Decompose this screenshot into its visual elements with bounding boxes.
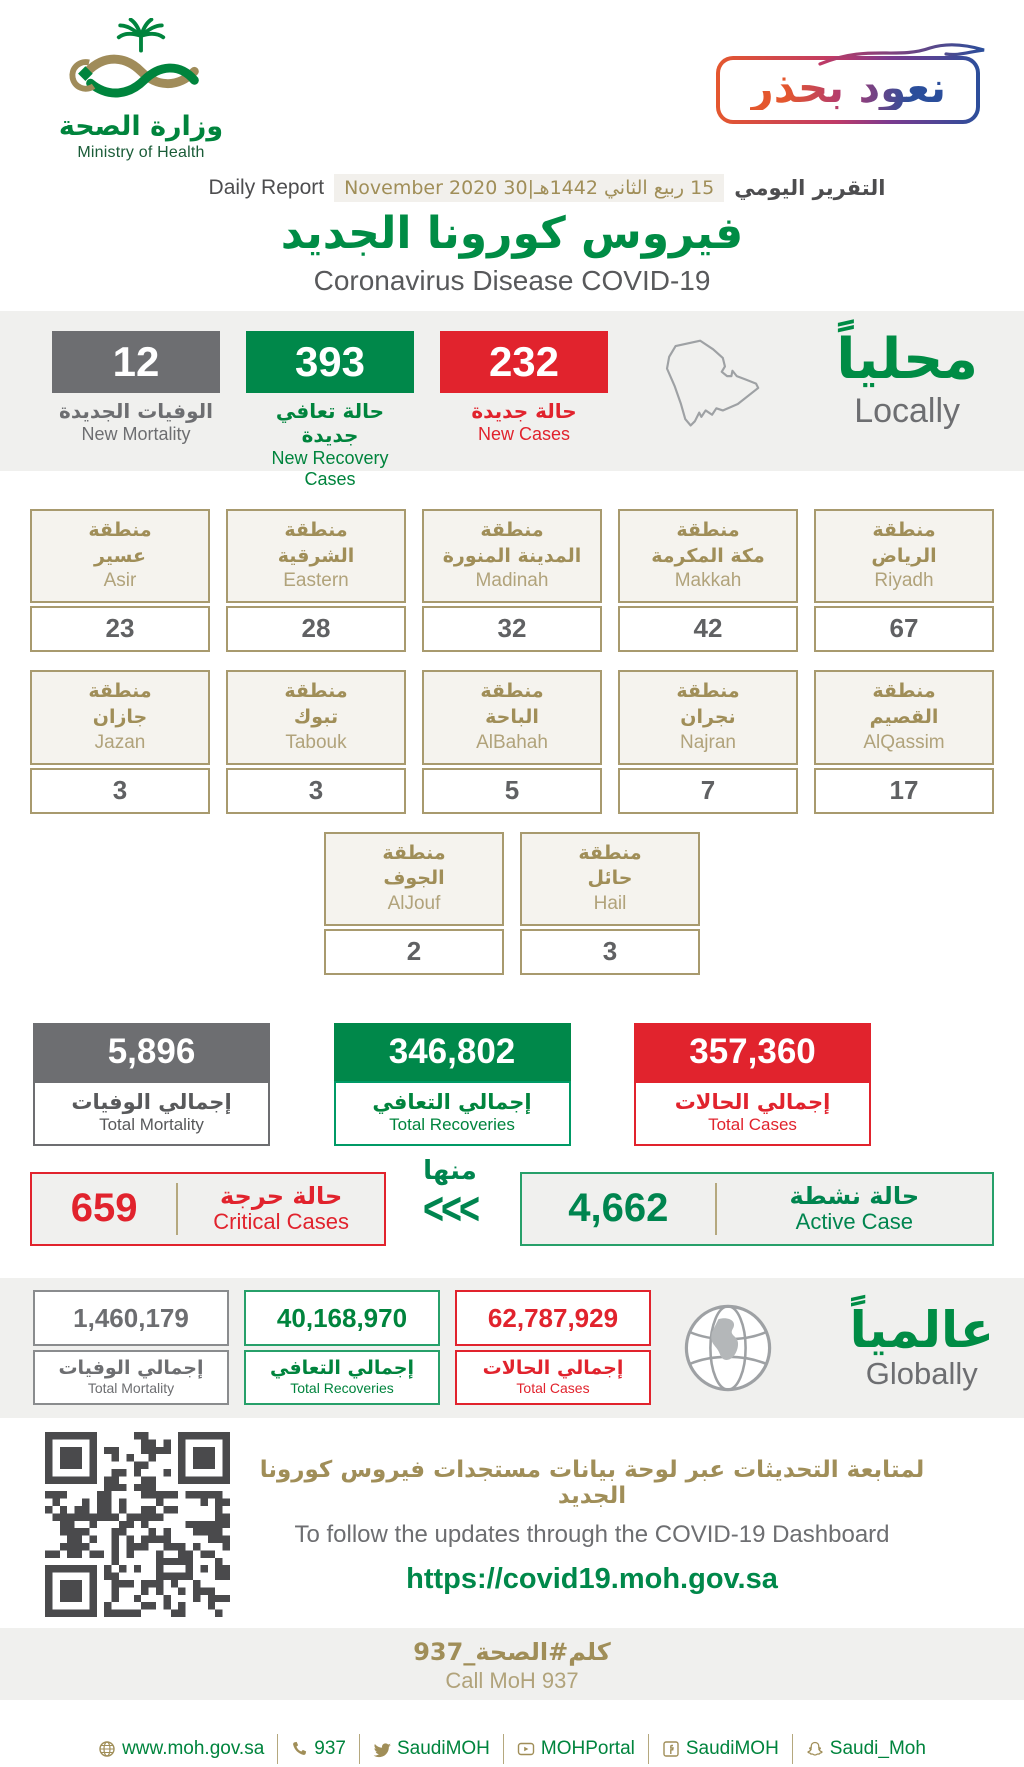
critical-cases-box bbox=[30, 1172, 386, 1246]
region-name-ar: القصيم bbox=[869, 705, 939, 728]
active-cases-box bbox=[520, 1172, 994, 1246]
new-mortality-label-en: New Mortality bbox=[81, 424, 191, 444]
local-heading bbox=[836, 327, 986, 431]
saudi-map-icon bbox=[652, 333, 770, 445]
phone-icon bbox=[291, 1740, 308, 1757]
new-cases-label-ar: حالة جديدة bbox=[471, 399, 577, 423]
footer-website-label: www.moh.gov.sa bbox=[122, 1737, 265, 1759]
arrows-left-icon: <<< bbox=[422, 1182, 478, 1234]
region-name-en: Eastern bbox=[283, 570, 349, 592]
region-card-hail bbox=[520, 832, 700, 975]
new-mortality-label-ar: الوفيات الجديدة bbox=[59, 399, 213, 423]
report-date: 15 ربيع الثاني 1442هـ|30 November 2020 bbox=[334, 174, 724, 202]
total-mortality-value: 5,896 bbox=[33, 1023, 270, 1081]
region-name-ar: تبوك bbox=[293, 705, 339, 728]
region-card-eastern bbox=[226, 509, 406, 652]
region-name-ar: عسير bbox=[94, 544, 146, 567]
facebook-icon bbox=[662, 1740, 680, 1758]
global-cases-label-ar: إجمالي الحالات bbox=[482, 1357, 624, 1380]
footer-youtube-link[interactable] bbox=[504, 1734, 649, 1764]
active-cases-label-ar: حالة نشطة bbox=[789, 1181, 920, 1210]
new-recovery-stat bbox=[246, 331, 414, 490]
total-cases-label-ar: إجمالي الحالات bbox=[674, 1089, 831, 1114]
region-name-en: AlBahah bbox=[476, 731, 548, 753]
region-card-jazan bbox=[30, 670, 210, 813]
region-card-alqassim bbox=[814, 670, 994, 813]
total-mortality-label-en: Total Mortality bbox=[99, 1114, 204, 1134]
region-card-tabouk bbox=[226, 670, 406, 813]
region-name-en: Riyadh bbox=[874, 570, 934, 592]
footer-facebook-link[interactable] bbox=[649, 1734, 793, 1764]
region-name-en: AlQassim bbox=[863, 731, 945, 753]
regions-grid bbox=[0, 509, 1024, 975]
global-mortality-card bbox=[33, 1290, 229, 1405]
new-mortality-value: 12 bbox=[52, 331, 220, 393]
total-cases-label-en: Total Cases bbox=[708, 1114, 797, 1134]
footer-phone-label: 937 bbox=[314, 1737, 346, 1759]
header bbox=[0, 0, 1024, 162]
new-recovery-label-ar: حالة تعافي جديدة bbox=[275, 399, 385, 447]
active-cases-value: 4,662 bbox=[568, 1186, 669, 1231]
active-cases-label-en: Active Case bbox=[795, 1209, 914, 1235]
region-name-ar: جازان bbox=[92, 705, 148, 728]
dashboard-url-link[interactable]: https://covid19.moh.gov.sa bbox=[406, 1563, 778, 1596]
global-recoveries-label-ar: إجمالي التعافي bbox=[270, 1357, 414, 1380]
region-value: 5 bbox=[422, 768, 602, 814]
region-value: 17 bbox=[814, 768, 994, 814]
footer-links bbox=[0, 1734, 1024, 1764]
call-moh-en: Call MoH 937 bbox=[445, 1667, 579, 1693]
region-name-en: Tabouk bbox=[285, 731, 347, 753]
region-value: 3 bbox=[226, 768, 406, 814]
region-word: منطقة bbox=[284, 519, 348, 541]
moh-logo-icon bbox=[66, 18, 216, 104]
total-mortality-label-ar: إجمالي الوفيات bbox=[71, 1089, 232, 1114]
new-mortality-stat bbox=[52, 331, 220, 445]
youtube-icon bbox=[517, 1740, 535, 1758]
palm-icon bbox=[119, 19, 163, 50]
global-cases-card bbox=[455, 1290, 651, 1405]
region-value: 28 bbox=[226, 606, 406, 652]
new-recovery-value: 393 bbox=[246, 331, 414, 393]
logo-title-ar: وزارة الصحة bbox=[58, 111, 224, 142]
region-word: منطقة bbox=[676, 519, 740, 541]
footer-youtube-label: MOHPortal bbox=[540, 1737, 635, 1759]
critical-cases-value: 659 bbox=[70, 1186, 138, 1231]
critical-cases-label-ar: حالة حرجة bbox=[220, 1181, 343, 1210]
daily-report-en: Daily Report bbox=[208, 176, 325, 199]
regions-row-2 bbox=[30, 670, 994, 813]
footer-twitter-link[interactable] bbox=[360, 1734, 504, 1764]
region-name-ar: الجوف bbox=[383, 867, 445, 890]
new-cases-label-en: New Cases bbox=[477, 424, 571, 444]
global-heading-ar: عالمياً bbox=[849, 1300, 994, 1359]
region-card-najran bbox=[618, 670, 798, 813]
region-value: 3 bbox=[30, 768, 210, 814]
region-name-ar: المدينة المنورة bbox=[442, 544, 582, 567]
dashboard-caption-ar: لمتابعة التحديثات عبر لوحة بيانات مستجدات فيروس كورونا الجديد bbox=[259, 1457, 925, 1510]
region-word: منطقة bbox=[578, 841, 642, 864]
region-card-asir bbox=[30, 509, 210, 652]
regions-row-3 bbox=[30, 832, 994, 975]
qr-code bbox=[45, 1432, 230, 1622]
qr-code-icon bbox=[45, 1432, 230, 1617]
region-value: 23 bbox=[30, 606, 210, 652]
region-card-albahah bbox=[422, 670, 602, 813]
total-cases-value: 357,360 bbox=[634, 1023, 871, 1081]
total-recoveries-label-en: Total Recoveries bbox=[389, 1114, 515, 1134]
daily-report-ar: التقرير اليومي bbox=[734, 176, 886, 200]
region-word: منطقة bbox=[872, 680, 936, 703]
logo-title-en: Ministry of Health bbox=[77, 144, 205, 161]
footer-facebook-label: SaudiMOH bbox=[685, 1737, 779, 1759]
region-word: منطقة bbox=[676, 680, 740, 703]
local-stats-band bbox=[0, 311, 1024, 489]
footer-snapchat-link[interactable] bbox=[793, 1734, 939, 1764]
of-which-label: منها bbox=[423, 1155, 477, 1186]
campaign-badge bbox=[716, 56, 980, 124]
badge-swoosh-icon bbox=[818, 40, 988, 66]
new-cases-stat bbox=[440, 331, 608, 445]
local-heading-en: Locally bbox=[854, 391, 961, 430]
snapchat-icon bbox=[806, 1740, 824, 1758]
total-cases-card bbox=[634, 1023, 871, 1146]
of-which-indicator bbox=[390, 1155, 510, 1234]
global-recoveries-label-en: Total Recoveries bbox=[290, 1380, 394, 1397]
region-value: 67 bbox=[814, 606, 994, 652]
new-recovery-label-en: New Recovery Cases bbox=[271, 448, 389, 489]
region-name-en: Hail bbox=[593, 892, 627, 914]
region-name-en: AlJouf bbox=[387, 892, 441, 914]
total-recoveries-value: 346,802 bbox=[334, 1023, 571, 1081]
region-name-ar: الباحة bbox=[485, 705, 539, 728]
region-word: منطقة bbox=[88, 680, 152, 703]
region-word: منطقة bbox=[872, 519, 936, 541]
global-recoveries-card bbox=[244, 1290, 440, 1405]
footer-twitter-label: SaudiMOH bbox=[396, 1737, 490, 1759]
region-name-ar: الشرقية bbox=[277, 544, 355, 567]
region-name-en: Makkah bbox=[674, 570, 742, 592]
global-stats-band bbox=[0, 1278, 1024, 1418]
badge-frame bbox=[716, 56, 980, 124]
critical-active-row bbox=[30, 1155, 994, 1246]
region-card-aljouf bbox=[324, 832, 504, 975]
region-value: 3 bbox=[520, 929, 700, 975]
global-recoveries-value: 40,168,970 bbox=[244, 1290, 440, 1346]
region-word: منطقة bbox=[284, 680, 348, 703]
region-name-ar: مكة المكرمة bbox=[651, 544, 765, 567]
region-name-ar: الرياض bbox=[871, 544, 937, 567]
twitter-icon bbox=[373, 1740, 391, 1758]
call-moh-ar: كلم#الصحة_937 bbox=[413, 1637, 611, 1666]
moh-logo bbox=[46, 18, 236, 162]
region-word: منطقة bbox=[382, 841, 446, 864]
footer-website-link[interactable] bbox=[85, 1734, 278, 1764]
global-heading bbox=[849, 1300, 994, 1393]
region-name-en: Madinah bbox=[475, 570, 549, 592]
global-mortality-label-en: Total Mortality bbox=[87, 1380, 175, 1397]
region-word: منطقة bbox=[88, 519, 152, 541]
region-name-ar: حائل bbox=[587, 867, 633, 890]
region-card-madinah bbox=[422, 509, 602, 652]
region-name-en: Jazan bbox=[94, 731, 146, 753]
region-word: منطقة bbox=[480, 680, 544, 703]
regions-row-1 bbox=[30, 509, 994, 652]
badge-label: نعود بحذر bbox=[749, 63, 946, 112]
total-recoveries-label-ar: إجمالي التعافي bbox=[372, 1089, 532, 1114]
date-row bbox=[70, 174, 1024, 202]
dashboard-caption-en: To follow the updates through the COVID-19 Dashboard bbox=[294, 1521, 890, 1549]
global-mortality-label-ar: إجمالي الوفيات bbox=[58, 1357, 204, 1380]
globe-icon bbox=[680, 1300, 776, 1396]
total-mortality-card bbox=[33, 1023, 270, 1146]
new-cases-value: 232 bbox=[440, 331, 608, 393]
local-heading-ar: محلياً bbox=[836, 327, 978, 392]
page-title-en: Coronavirus Disease COVID-19 bbox=[313, 265, 711, 296]
region-card-makkah bbox=[618, 509, 798, 652]
region-value: 32 bbox=[422, 606, 602, 652]
region-card-riyadh bbox=[814, 509, 994, 652]
global-mortality-value: 1,460,179 bbox=[33, 1290, 229, 1346]
dashboard-section bbox=[45, 1432, 994, 1622]
footer-phone-link[interactable] bbox=[278, 1734, 360, 1764]
region-value: 7 bbox=[618, 768, 798, 814]
globe-icon bbox=[98, 1740, 116, 1758]
footer-snapchat-label: Saudi_Moh bbox=[829, 1737, 926, 1759]
global-cases-label-en: Total Cases bbox=[516, 1380, 590, 1397]
region-name-en: Asir bbox=[103, 570, 137, 592]
local-totals bbox=[33, 1023, 871, 1146]
region-name-en: Najran bbox=[680, 731, 736, 753]
region-value: 2 bbox=[324, 929, 504, 975]
call-moh-band bbox=[0, 1628, 1024, 1700]
region-word: منطقة bbox=[480, 519, 544, 541]
region-name-ar: نجران bbox=[680, 705, 736, 728]
total-recoveries-card bbox=[334, 1023, 571, 1146]
region-value: 42 bbox=[618, 606, 798, 652]
global-cases-value: 62,787,929 bbox=[455, 1290, 651, 1346]
critical-cases-label-en: Critical Cases bbox=[213, 1209, 349, 1235]
global-heading-en: Globally bbox=[865, 1356, 978, 1392]
page-title-ar: فيروس كورونا الجديد bbox=[280, 208, 744, 259]
